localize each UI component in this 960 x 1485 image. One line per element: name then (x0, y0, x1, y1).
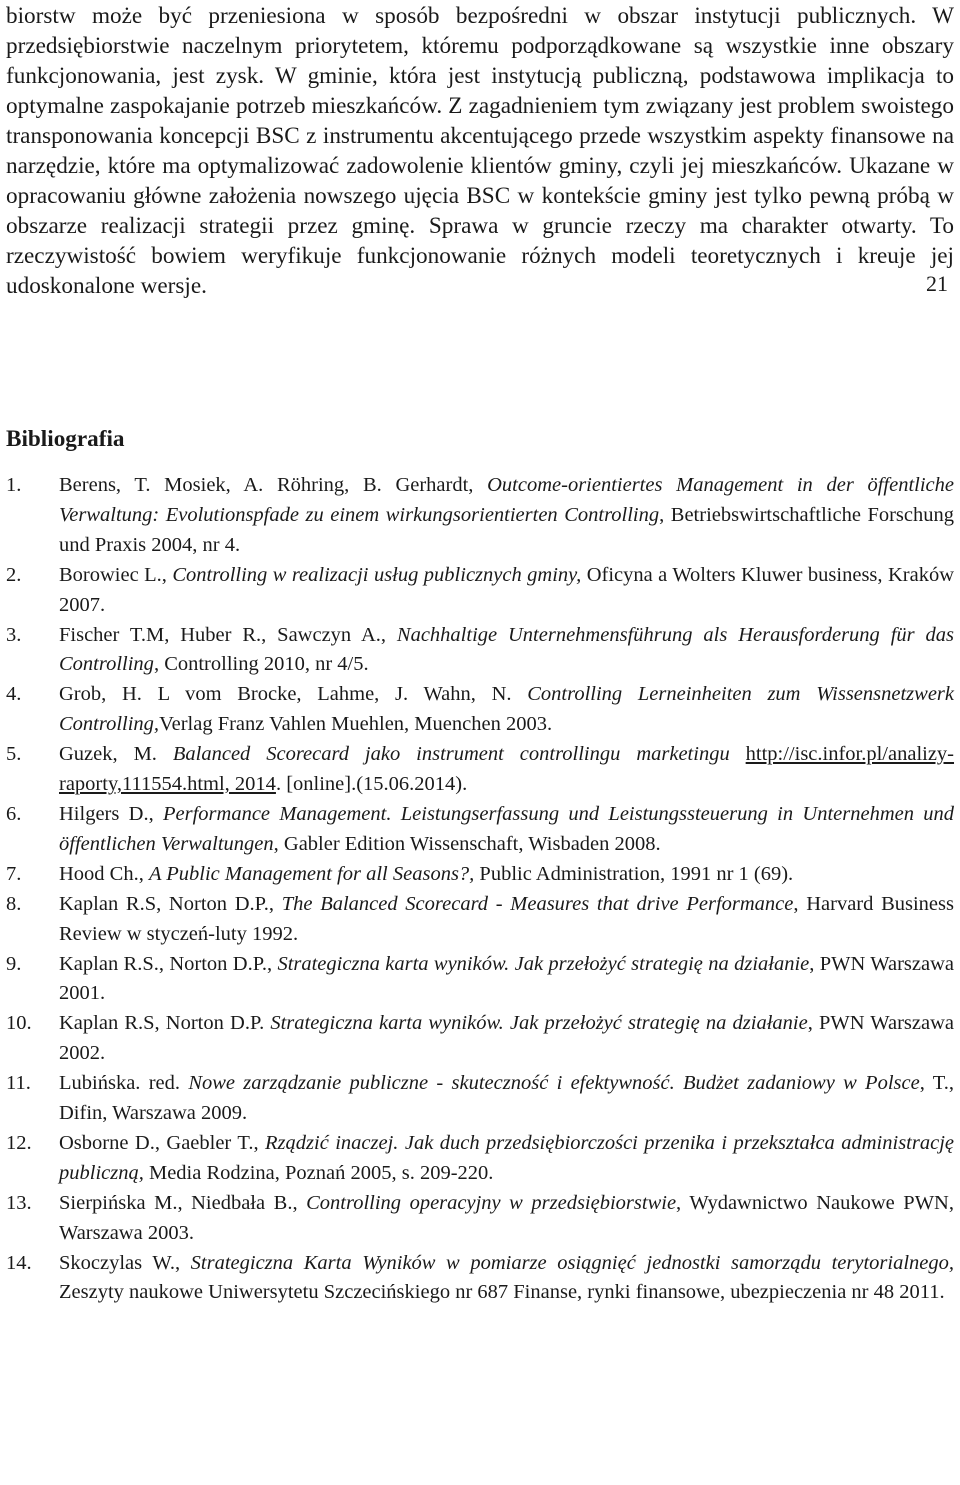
entry-number: 13. (6, 1191, 32, 1214)
entry-authors: Fischer T.M, Huber R., Sawczyn A., (59, 623, 397, 646)
bibliography-entry (6, 890, 954, 950)
entry-number: 5. (6, 743, 22, 766)
entry-title: Strategiczna karta wyników. Jak przełożyć strategię na działanie (277, 952, 810, 975)
entry-number: 2. (6, 563, 22, 586)
entry-title: Controlling Lerneinheiten zum Wissensnetzwerk Controlling, (59, 683, 954, 736)
entry-title: Performance Management. Leistungserfassung und Leistungssteuerung in Unternehmen und öffentlichen Verwaltungen (59, 802, 955, 855)
entry-title: A Public Management for all Seasons?, (148, 862, 475, 885)
entry-authors: Osborne D., Gaebler T., (59, 1131, 266, 1154)
entry-authors: Berens, T. Mosiek, A. Röhring, B. Gerhardt, (59, 474, 488, 496)
bibliography-entry (6, 1249, 954, 1309)
entry-url-link[interactable]: http://isc.infor.pl/analizy-raporty,111554.html, 2014 (59, 743, 955, 796)
entry-number: 9. (6, 952, 22, 975)
entry-publication: Verlag Franz Vahlen Muehlen, Muenchen 2003. (159, 713, 553, 736)
page-number: 21 (926, 271, 948, 296)
entry-number: 12. (6, 1131, 32, 1154)
entry-title: Balanced Scorecard jako instrument controllingu marketingu (172, 743, 730, 766)
bibliography-entry (6, 621, 954, 681)
entry-publication: , PWN Warszawa 2002. (59, 1012, 954, 1065)
entry-access-date: . [online].(15.06.2014). (275, 773, 468, 796)
entry-publication: Oficyna a Wolters Kluwer business, Kraków 2007. (59, 563, 954, 616)
document-page (6, 0, 955, 1304)
entry-authors: Hood Ch., (59, 862, 149, 885)
entry-authors: Borowiec L., (59, 563, 173, 586)
entry-authors: Guzek, M. (59, 743, 173, 766)
entry-publication: , Gabler Edition Wissenschaft, Wisbaden 2008. (273, 832, 661, 855)
entry-number: 8. (6, 892, 22, 915)
entry-number: 10. (6, 1012, 32, 1035)
entry-publication: , Betriebswirtschaftliche Forschung und Praxis 2004, nr 4. (59, 503, 954, 556)
entry-title: Strategiczna Karta Wyników w pomiarze osiągnięć jednostki samorządu terytorialnego, (190, 1251, 954, 1274)
entry-title: Nachhaltige Unternehmensführung als Herausforderung für das Controlling (59, 623, 954, 676)
entry-publication: Media Rodzina, Poznań 2005, s. 209-220. (143, 1161, 494, 1184)
entry-publication: Public Administration, 1991 nr 1 (69). (474, 862, 794, 885)
entry-authors: Grob, H. L vom Brocke, Lahme, J. Wahn, N. (59, 683, 528, 706)
entry-publication: , PWN Warszawa 2001. (59, 952, 954, 1005)
entry-authors: Lubińska. red. (59, 1072, 189, 1095)
entry-title: Rządzić inaczej. Jak duch przedsiębiorczości przenika i przekształca administrację publiczną, (59, 1131, 954, 1184)
entry-number: 6. (6, 802, 22, 825)
entry-number: 4. (6, 683, 22, 706)
entry-number: 7. (6, 862, 22, 885)
entry-authors: Hilgers D., (59, 802, 163, 825)
bibliography-entry (6, 1189, 954, 1249)
bibliography-entry (6, 740, 954, 800)
bibliography-entry (6, 561, 954, 621)
bibliography-entry (6, 950, 954, 1010)
entry-title: Nowe zarządzanie publiczne - skuteczność i efektywność. Budżet zadaniowy w Polsce (188, 1072, 920, 1095)
entry-publication: , Harvard Business Review w styczeń-luty 1992. (59, 892, 954, 945)
entry-number: 14. (6, 1251, 32, 1274)
entry-publication: , Wydawnictwo Naukowe PWN, Warszawa 2003. (59, 1191, 954, 1244)
bibliography-entry (6, 1009, 954, 1069)
entry-authors: Kaplan R.S, Norton D.P., (59, 892, 282, 915)
bibliography-list (6, 471, 954, 1308)
entry-authors: Skoczylas W., (59, 1251, 191, 1274)
entry-title: Controlling w realizacji usług publicznych gminy, (172, 563, 582, 586)
bibliography-entry (6, 800, 954, 860)
entry-number: 3. (6, 623, 22, 646)
bibliography-entry (6, 680, 954, 740)
entry-title: Outcome-orientiertes Management in der öffentliche Verwaltung: Evolutionspfade zu einem wirkungsorientierten Controlling (59, 474, 954, 526)
bibliography-entry (6, 471, 954, 561)
entry-publication: , Controlling 2010, nr 4/5. (153, 653, 369, 676)
entry-publication (730, 743, 746, 765)
bibliography-entry (6, 860, 954, 890)
entry-number: 11. (6, 1072, 31, 1095)
body-paragraph: biorstw może być przeniesiona w sposób bezpośredni w obszar instytucji publicznych. W przedsiębiorstwie naczelnym priorytetem, któremu podporządkowane są wszystkie inne obszary funkcjonowania, jest zysk. W gminie, która jest instytucją publiczną, podstawowa implikacja to optymalne zaspokajanie potrzeb mieszkańców. Z zagadnieniem tym związany jest problem swoistego transponowania koncepcji BSC z instrumentu akcentującego przede wszystkim aspekty finansowe na narzędzie, które ma optymalizować zadowolenie klientów gminy, czyli jej mieszkańców. Ukazane w opracowaniu główne założenia nowszego ujęcia BSC w kontekście gminy jest tylko pewną próbą w obszarze realizacji strategii przez gminę. Sprawa w gruncie rzeczy ma charakter otwarty. To rzeczywistość bowiem weryfikuje funkcjonowanie różnych modeli teoretycznych i kreuje jej udoskonalone wersje. (6, 3, 954, 299)
bibliography-entry (6, 1069, 954, 1129)
entry-title: Strategiczna karta wyników. Jak przełożyć strategię na działanie (270, 1012, 808, 1035)
entry-number: 1. (6, 474, 22, 496)
entry-authors: Kaplan R.S, Norton D.P. (59, 1012, 271, 1035)
entry-publication: , T., Difin, Warszawa 2009. (59, 1072, 954, 1125)
entry-title: Controlling operacyjny w przedsiębiorstwie (306, 1191, 677, 1214)
entry-publication: Zeszyty naukowe Uniwersytetu Szczecińskiego nr 687 Finanse, rynki finansowe, ubezpieczenia nr 48 2011. (59, 1281, 945, 1304)
bibliography-entry (6, 1129, 954, 1189)
bibliography-heading: Bibliografia (6, 426, 125, 452)
entry-authors: Sierpińska M., Niedbała B., (59, 1191, 307, 1214)
entry-authors: Kaplan R.S., Norton D.P., (59, 952, 278, 975)
entry-title: The Balanced Scorecard - Measures that drive Performance (281, 892, 794, 915)
